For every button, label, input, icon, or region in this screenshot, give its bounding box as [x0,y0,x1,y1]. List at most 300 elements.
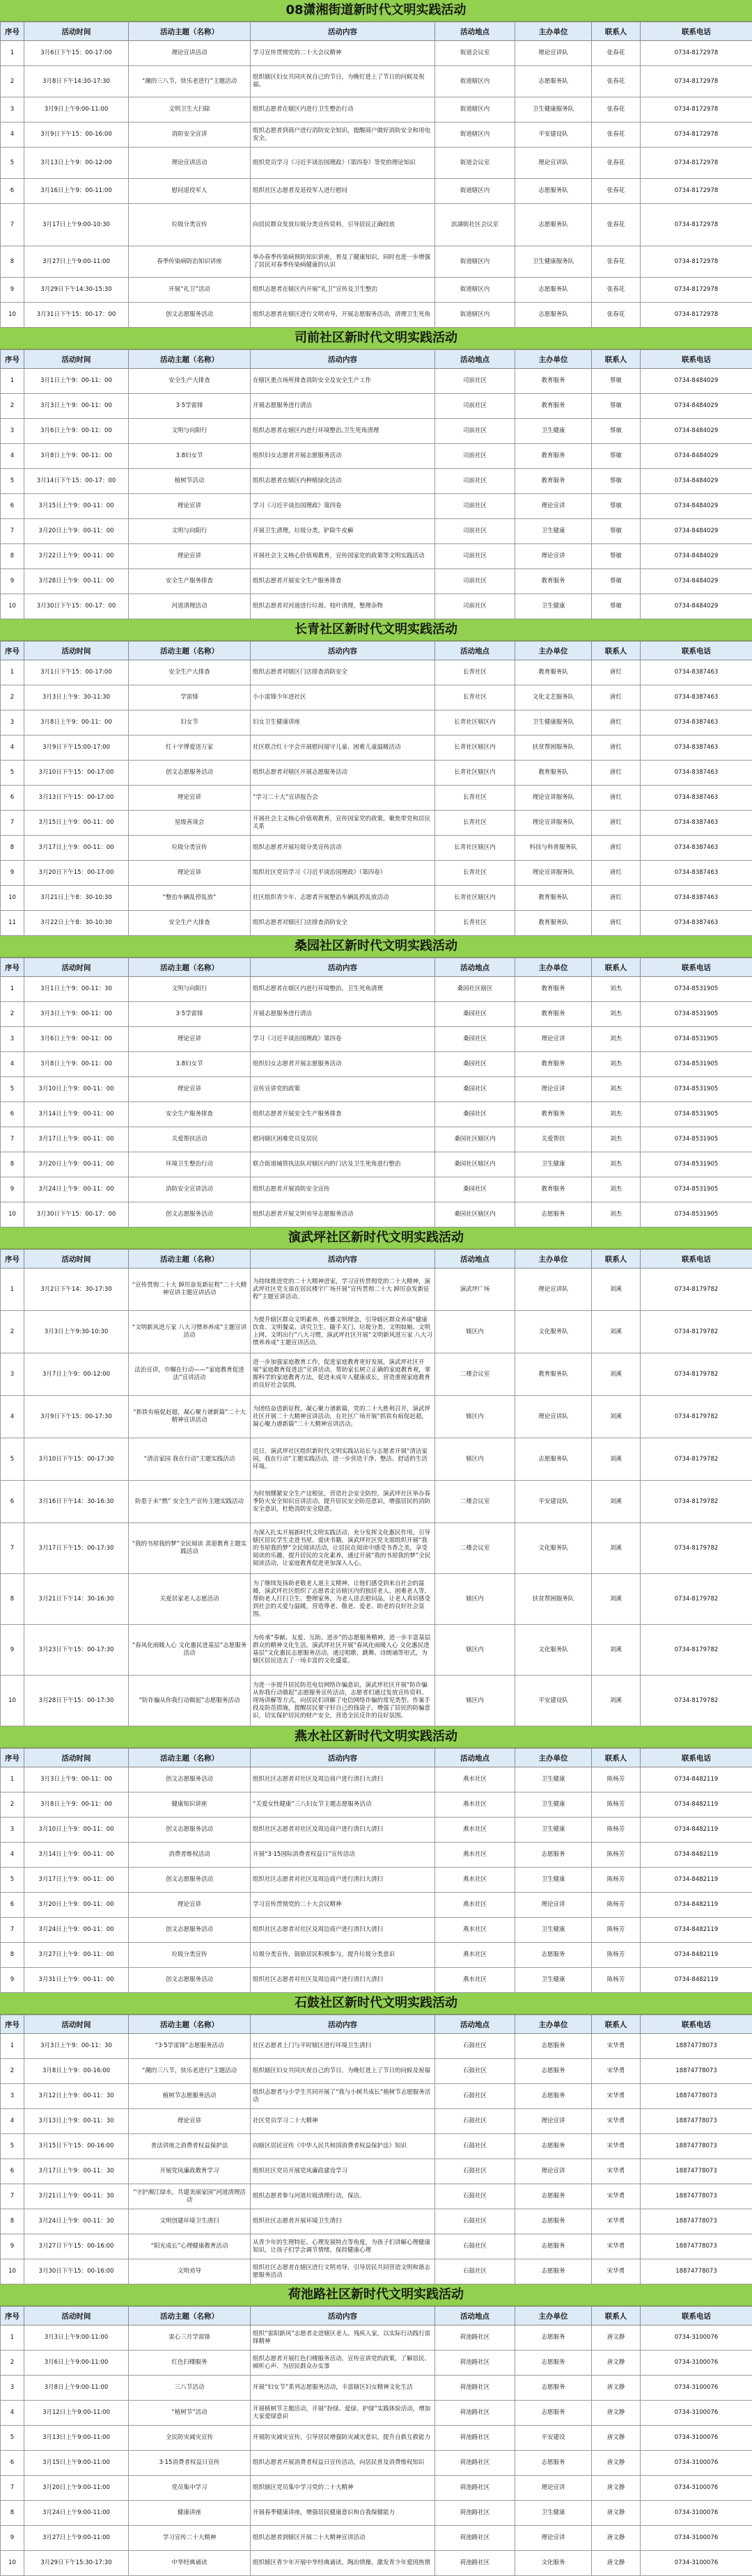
column-header-phone: 联系电话 [641,350,752,369]
column-header-index: 序号 [1,2015,24,2034]
column-header-place: 活动地点 [435,2015,515,2034]
organizer: 教育服务队 [515,1353,592,1396]
organizer: 理论宣讲服务队 [515,811,592,836]
contact-phone: 0734-8484029 [641,444,752,469]
row-index: 2 [1,1792,24,1818]
row-index: 1 [1,2325,24,2351]
row-index: 2 [1,2059,24,2084]
activity-theme: 慰问退役军人 [129,179,251,204]
activity-time: 3月1日上午9：00-11：00 [24,369,129,394]
activity-place: 桑园社区 [435,1052,515,1077]
table-row [1,2426,752,2451]
row-index: 4 [1,122,24,148]
section-title: 石鼓社区新时代文明实践活动 [0,1993,752,2014]
table-row [1,1077,752,1102]
contact-person: 刘溪 [592,1438,641,1481]
activity-content: 组织辖区妇女共同庆祝自己的节日，为晚钉进上了节日的问候及祝福 [251,2059,435,2084]
row-index: 5 [1,2134,24,2159]
contact-person: 唐文静 [592,2325,641,2351]
contact-person: 蔡敏 [592,419,641,444]
table-row [1,886,752,911]
organizer: 志愿服务 [515,1943,592,1968]
row-index: 9 [1,2526,24,2551]
activity-theme: 健康知识讲座 [129,1792,251,1818]
activity-content: 宣传宣讲党的政策 [251,1077,435,1102]
activity-content: 组织妇女志愿者开展志愿服务活动 [251,1052,435,1077]
activity-time: 3月20日上午9：00-11：00 [24,1893,129,1918]
activity-time: 3月1日上午9：00-11：30 [24,977,129,1002]
column-header-index: 序号 [1,350,24,369]
contact-phone: 0734-8387463 [641,660,752,685]
column-header-contact: 联系人 [592,1250,641,1269]
table-row [1,2234,752,2259]
contact-person: 刘溪 [592,1481,641,1523]
activity-place: 街道辖区内 [435,246,515,278]
organizer: 卫生健康 [515,2501,592,2526]
activity-theme: 垃圾分类宣传 [129,836,251,861]
table-header-row [1,2015,752,2034]
row-index: 1 [1,977,24,1002]
activity-theme: 开展“礼卫”活动 [129,278,251,303]
column-header-org: 主办单位 [515,1250,592,1269]
activity-theme: 理论宣讲 [129,1077,251,1102]
section-title: 08潇湘街道新时代文明实践活动 [0,0,752,22]
contact-person: 张春花 [592,246,641,278]
column-header-org: 主办单位 [515,958,592,977]
activity-place: 街道辖区内 [435,179,515,204]
activity-theme: 3.8妇女节 [129,444,251,469]
column-header-content: 活动内容 [251,1749,435,1767]
contact-phone: 0734-3100076 [641,2351,752,2376]
row-index: 6 [1,494,24,519]
activity-content: 妇女卫生健康讲座 [251,710,435,736]
table-header-row [1,1250,752,1269]
table-row [1,494,752,519]
row-index: 10 [1,2551,24,2576]
activity-place: 石鼓社区 [435,2209,515,2234]
activity-theme: 文明与向阳行 [129,419,251,444]
contact-phone: 0734-8179782 [641,1574,752,1625]
activity-theme: “我的书屋我的梦”全民阅读 喜迎教育主题实践活动 [129,1523,251,1574]
activity-time: 3月14日下午15：00-17：00 [24,469,129,494]
activity-time: 3月21日上午9：00-11：30 [24,2184,129,2209]
row-index: 1 [1,1269,24,1311]
activity-place: 长青社区 [435,685,515,710]
activity-content: 学习《习近平谈治国理政》第四卷 [251,494,435,519]
activity-table [0,22,752,328]
organizer: 志愿服务 [515,2059,592,2084]
table-row [1,66,752,97]
activity-content: 向辖区居民宣传《中华人民共和国消费者权益保护法》知识 [251,2134,435,2159]
row-index: 3 [1,1353,24,1396]
table-row [1,1269,752,1311]
contact-phone: 0734-8531905 [641,1077,752,1102]
activity-time: 3月10日下午15：00-17:30 [24,1438,129,1481]
contact-person: 蔡敏 [592,519,641,544]
row-index: 2 [1,1002,24,1027]
activity-time: 3月17日下午15：00-17:30 [24,1523,129,1574]
column-header-phone: 联系电话 [641,1250,752,1269]
contact-person: 唐文静 [592,2426,641,2451]
activity-theme: 普法讲座之消费者权益保护法 [129,2134,251,2159]
table-row [1,148,752,179]
activity-place: 辖区内 [435,1676,515,1726]
activity-place: 石鼓社区 [435,2059,515,2084]
activity-time: 3月22日上午8：30-10:30 [24,911,129,936]
column-header-phone: 联系电话 [641,642,752,660]
activity-theme: 理论宣讲 [129,2109,251,2134]
activity-theme: 环境卫生整治行动 [129,1152,251,1177]
contact-person: 唐红 [592,911,641,936]
activity-place: 街道辖区内 [435,97,515,122]
contact-person: 刘杰 [592,1052,641,1077]
organizer: 志愿服务队 [515,66,592,97]
activity-place: 燕水社区 [435,1843,515,1868]
row-index: 5 [1,469,24,494]
activity-place: 桑园社区辖区内 [435,1127,515,1152]
contact-phone: 0734-8482119 [641,1868,752,1893]
column-header-content: 活动内容 [251,642,435,660]
activity-content: 开展志愿服务进行清洁 [251,1002,435,1027]
contact-phone: 0734-8172978 [641,122,752,148]
contact-person: 刘溪 [592,1269,641,1311]
contact-phone: 0734-8531905 [641,977,752,1002]
organizer: 理论宣讲队 [515,41,592,66]
table-row [1,1027,752,1052]
activity-theme: 创文志愿服务活动 [129,1818,251,1843]
organizer: 理论宣讲 [515,1027,592,1052]
contact-phone: 0734-8387463 [641,911,752,936]
activity-place: 荷池路社区 [435,2351,515,2376]
activity-theme: 妇女节 [129,710,251,736]
organizer: 教育服务 [515,394,592,419]
row-index: 8 [1,2209,24,2234]
contact-person: 唐红 [592,761,641,786]
activity-time: 3月27日上午9:00-11:00 [24,246,129,278]
activity-place: 荷池路社区 [435,2426,515,2451]
column-header-index: 序号 [1,1250,24,1269]
activity-content: “关爱女性健康”三八妇女节主题志愿服务活动 [251,1792,435,1818]
contact-person: 宋华勇 [592,2259,641,2284]
activity-content: 开展社会主义核心价值观教育，宣传国家党的政策等文明实践活动 [251,544,435,569]
row-index: 1 [1,1767,24,1792]
section-title: 演武坪社区新时代文明实践活动 [0,1227,752,1249]
activity-time: 3月9日下午15:00-17:00 [24,736,129,761]
activity-theme: 创文志愿服务活动 [129,1868,251,1893]
row-index: 4 [1,1052,24,1077]
activity-time: 3月3日上午9：00-11：00 [24,1002,129,1027]
column-header-content: 活动内容 [251,2307,435,2325]
activity-content: 小小雷锋少年进社区 [251,685,435,710]
activity-content: “学习二十大”宣讲报告会 [251,786,435,811]
row-index: 1 [1,41,24,66]
activity-time: 3月8日上午9：00-11：00 [24,1792,129,1818]
row-index: 2 [1,1311,24,1353]
contact-phone: 0734-8531905 [641,1027,752,1052]
organizer: 文化服务队 [515,1311,592,1353]
activity-time: 3月8日上午9：00-16:00 [24,2059,129,2084]
activity-time: 3月2日下午14：30-17:30 [24,1269,129,1311]
activity-content: 组织志愿者参与河道垃圾清理行动，保洁。 [251,2184,435,2209]
row-index: 6 [1,179,24,204]
column-header-time: 活动时间 [24,22,129,41]
table-row [1,122,752,148]
contact-person: 刘杰 [592,1102,641,1127]
activity-content: 组织社区志愿者及退役军人进行慰问 [251,179,435,204]
activity-place: 长青社区 [435,786,515,811]
table-row [1,2034,752,2059]
table-row [1,1481,752,1523]
contact-phone: 0734-8531905 [641,1052,752,1077]
contact-person: 唐红 [592,836,641,861]
column-header-content: 活动内容 [251,22,435,41]
row-index: 2 [1,66,24,97]
contact-person: 唐红 [592,786,641,811]
table-row [1,2526,752,2551]
activity-place: 长青社区 [435,911,515,936]
activity-table [0,2014,752,2284]
activity-place: 石鼓社区 [435,2259,515,2284]
activity-time: 3月20日上午9：00-11：00 [24,519,129,544]
row-index: 4 [1,1843,24,1868]
activity-content: 组织辖区妇女共同庆祝自己的节日，为晚钉进上了节日的问候及祝福。 [251,66,435,97]
table-row [1,2209,752,2234]
organizer: 教育服务队 [515,911,592,936]
row-index: 3 [1,710,24,736]
column-header-org: 主办单位 [515,642,592,660]
table-row [1,2259,752,2284]
activity-content: 组织志愿者对辖区开展志愿服务活动 [251,761,435,786]
activity-time: 3月29日下午14:30-15:30 [24,278,129,303]
activity-content: 组织志愿者对辖区门店排查消防安全 [251,911,435,936]
activity-place: 桑园社区 [435,1077,515,1102]
table-row [1,2059,752,2084]
table-header-row [1,350,752,369]
row-index: 8 [1,2501,24,2526]
row-index: 4 [1,2401,24,2426]
organizer: 文化服务队 [515,1625,592,1676]
table-row [1,1438,752,1481]
row-index: 6 [1,1481,24,1523]
table-header-row [1,1749,752,1767]
contact-phone: 0734-8482119 [641,1968,752,1993]
row-index: 8 [1,836,24,861]
organizer: 平安建设队 [515,122,592,148]
contact-phone: 0734-8484029 [641,469,752,494]
activity-content: 组织志愿者开展垃圾分类宣传活动 [251,836,435,861]
column-header-theme: 活动主题（名称） [129,22,251,41]
activity-time: 3月16日上午9：00-11:00 [24,179,129,204]
activity-content: 组织志愿者开展文明劝导志愿服务活动 [251,1202,435,1227]
activity-time: 3月13日上午9：00-11：30 [24,2109,129,2134]
column-header-index: 序号 [1,1749,24,1767]
organizer: 卫生健康 [515,519,592,544]
contact-phone: 0734-8484029 [641,519,752,544]
organizer: 教育服务 [515,977,592,1002]
organizer: 理论宣讲队 [515,1396,592,1438]
row-index: 7 [1,1127,24,1152]
column-header-time: 活动时间 [24,1250,129,1269]
activity-theme: 理论宣讲 [129,1027,251,1052]
activity-time: 3月8日上午9：00-11：00 [24,444,129,469]
contact-phone: 0734-8179782 [641,1625,752,1676]
table-row [1,1625,752,1676]
contact-phone: 0734-8172978 [641,148,752,179]
organizer: 志愿服务队 [515,179,592,204]
activity-theme: 健康讲座 [129,2501,251,2526]
table-row [1,2325,752,2351]
row-index: 3 [1,419,24,444]
row-index: 3 [1,1027,24,1052]
activity-time: 3月3日上午9：00-11：30 [24,2034,129,2059]
organizer: 教育服务 [515,1052,592,1077]
table-row [1,1127,752,1152]
activity-theme: 安全生产大排查 [129,911,251,936]
organizer: 志愿服务 [515,2234,592,2259]
contact-person: 刘杰 [592,1002,641,1027]
contact-phone: 0734-8179782 [641,1396,752,1438]
activity-time: 3月13日上午9:00-11:00 [24,2426,129,2451]
activity-theme: 河道清理活动 [129,594,251,619]
contact-phone: 0734-3100076 [641,2476,752,2501]
contact-phone: 18874778073 [641,2184,752,2209]
organizer: 理论宣讲 [515,544,592,569]
table-row [1,419,752,444]
activity-content: 向居民群众发放垃圾分类宣传资料，引导居民正确投放 [251,204,435,246]
contact-person: 宋华勇 [592,2159,641,2184]
table-row [1,569,752,594]
contact-person: 刘溪 [592,1676,641,1726]
table-row [1,1353,752,1396]
section-title: 荷池路社区新时代文明实践活动 [0,2284,752,2306]
activity-theme: 星级善谈会 [129,811,251,836]
organizer: 卫生健康 [515,1767,592,1792]
row-index: 6 [1,786,24,811]
table-row [1,786,752,811]
activity-place: 桑园社区 [435,1177,515,1202]
activity-theme: “3·5学雷锋”志愿服务活动 [129,2034,251,2059]
activity-time: 3月6日上午9：00-11：00 [24,1027,129,1052]
activity-time: 3月20日下午15：00-17:00 [24,861,129,886]
contact-phone: 0734-8179782 [641,1481,752,1523]
activity-content: 为提升辖区群众文明素养，传播文明理念，引导辖区群众养成“健康饮食、文明餐桌、讲究卫生、随手关门、垃圾分类、文明如厕、文明上网、文明出行”八大习惯，演武坪社区开展“文明新风进万家 八大习惯养养成”主题宣讲活动。 [251,1311,435,1353]
activity-theme: 雷心三月学雷锋 [129,2325,251,2351]
activity-place: 燕水社区 [435,1868,515,1893]
activity-time: 3月3日上午9:30-10:30 [24,1311,129,1353]
activity-place: 荷池路社区 [435,2376,515,2401]
contact-phone: 0734-8484029 [641,494,752,519]
activity-theme: “守护湘江绿水，共建美丽家园”河道清理活动 [129,2184,251,2209]
activity-theme: 文明与向阳行 [129,977,251,1002]
activity-content: 社区党员学习二十大精神 [251,2109,435,2134]
organizer: 志愿服务 [515,1843,592,1868]
table-row [1,2451,752,2476]
table-row [1,1918,752,1943]
contact-phone: 0734-8482119 [641,1918,752,1943]
activity-place: 司前社区 [435,469,515,494]
contact-phone: 0734-8531905 [641,1152,752,1177]
activity-theme: 3·15消费者权益日宣传 [129,2451,251,2476]
contact-person: 蔡敏 [592,544,641,569]
activity-theme: 理论宣讲活动 [129,148,251,179]
contact-person: 唐红 [592,710,641,736]
activity-content: 举办春季传染病预防知识讲座，普及了健康知识，同时也进一步增强了居民对春季传染病健康的认识 [251,246,435,278]
activity-table [0,641,752,936]
activity-time: 3月10日上午9：00-11：00 [24,1077,129,1102]
table-row [1,1968,752,1993]
activity-table [0,1249,752,1726]
activity-place: 桑园社区 [435,1102,515,1127]
activity-time: 3月9日上午9:00-11:00 [24,97,129,122]
table-row [1,660,752,685]
activity-place: 石鼓社区 [435,2234,515,2259]
activity-content: 开展社会主义核心价值观教育，宣传国家党的政策，聚焦带党和居民关系 [251,811,435,836]
column-header-theme: 活动主题（名称） [129,642,251,660]
activity-theme: 开展党风廉政教育学习 [129,2159,251,2184]
table-header-row [1,958,752,977]
column-header-index: 序号 [1,958,24,977]
activity-theme: 红十字博爱送万家 [129,736,251,761]
activity-time: 3月28日下午15：00-17:30 [24,1676,129,1726]
contact-phone: 0734-8531905 [641,1177,752,1202]
activity-content: 社区组织青少年、志愿者开展整治车辆乱停乱放活动 [251,886,435,911]
activity-time: 3月30日下午15：00-16:00 [24,2259,129,2284]
contact-person: 宋华勇 [592,2134,641,2159]
activity-time: 3月24日上午9:00-11:00 [24,2501,129,2526]
activity-content: 组织志愿者开展消费者权益日宣传活动，向居民普及消费维权知识 [251,2451,435,2476]
activity-table [0,957,752,1227]
activity-theme: 消防安全宣讲 [129,122,251,148]
row-index: 8 [1,1943,24,1968]
activity-theme: 文明与向阳行 [129,519,251,544]
organizer: 理论宣讲 [515,2109,592,2134]
activity-place: 荷池路社区 [435,2325,515,2351]
table-row [1,1818,752,1843]
organizer: 卫生健康 [515,1868,592,1893]
organizer: 志愿服务队 [515,204,592,246]
activity-place: 辖区内 [435,1311,515,1353]
table-row [1,1843,752,1868]
contact-person: 刘溪 [592,1625,641,1676]
row-index: 5 [1,2426,24,2451]
table-row [1,736,752,761]
organizer: 志愿服务 [515,2209,592,2234]
contact-phone: 0734-8179782 [641,1438,752,1481]
row-index: 5 [1,1868,24,1893]
activity-theme: 3.8妇女节 [129,1052,251,1077]
activity-content: 组织志愿者到辖区开展二十大精神宣讲活动 [251,2526,435,2551]
row-index: 7 [1,811,24,836]
table-row [1,761,752,786]
table-row [1,303,752,328]
activity-theme: 关爱帮扶活动 [129,1127,251,1152]
contact-phone: 0734-8179782 [641,1269,752,1311]
column-header-org: 主办单位 [515,22,592,41]
activity-theme: 春季传染病防治知识讲座 [129,246,251,278]
activity-theme: 消防安全宣讲活动 [129,1177,251,1202]
activity-time: 3月17日上午9:00-10:30 [24,204,129,246]
row-index: 3 [1,97,24,122]
activity-theme: 理论宣讲 [129,786,251,811]
contact-phone: 18874778073 [641,2084,752,2109]
activity-place: 街道会议室 [435,148,515,179]
activity-theme: 理论宣讲 [129,544,251,569]
activity-table [0,2306,752,2576]
organizer: 教育服务 [515,444,592,469]
activity-content: 慰问辖区困难党员及居民 [251,1127,435,1152]
contact-phone: 0734-8172978 [641,246,752,278]
table-row [1,1523,752,1574]
